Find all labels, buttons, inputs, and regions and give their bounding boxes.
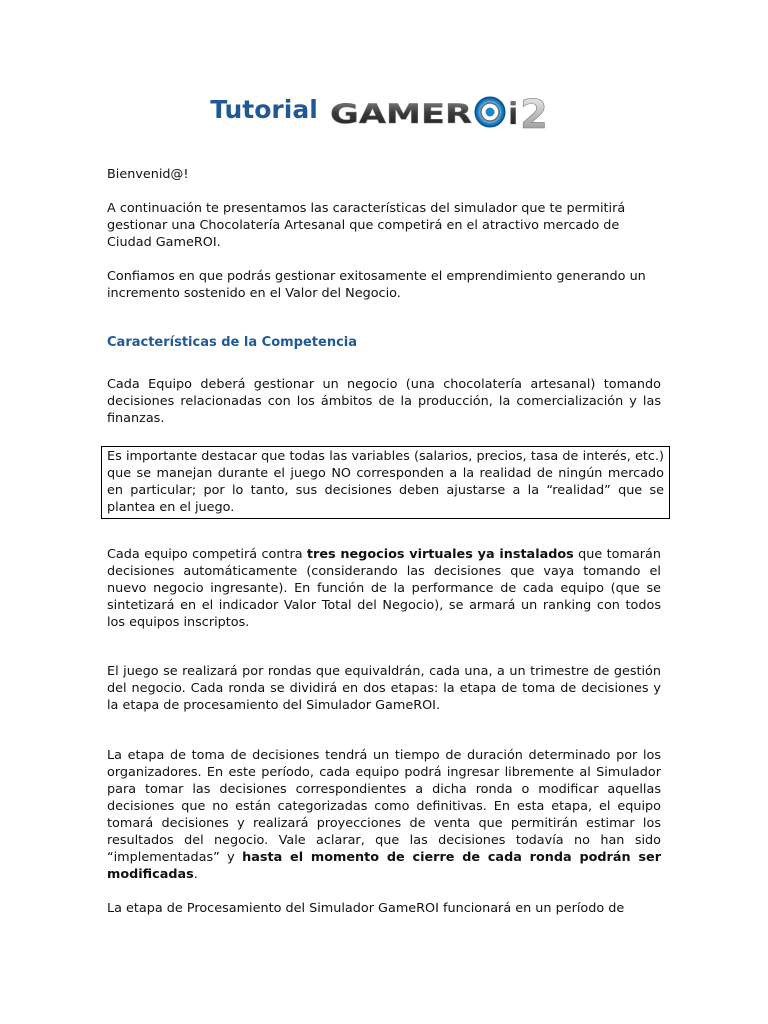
modifiable-emphasis: hasta el momento de cierre de cada ronda podrán ser modificadas: [107, 850, 662, 882]
svg-text:2: 2: [519, 92, 548, 134]
section-heading: Características de la Competencia: [107, 335, 358, 350]
important-note-text: Es importante destacar que todas las variables (salarios, precios, tasa de interés, etc.) que se manejan durante el juego NO corresponden a la realidad de ningún mercado en particular; por lo tanto, sus decisiones deben ajustarse a la “realidad” que se plantea en el juego.: [107, 449, 664, 515]
important-note-box: [101, 446, 670, 519]
greeting-text: Bienvenid@!: [107, 167, 189, 182]
svg-text:i: i: [507, 97, 519, 132]
team-paragraph: Cada Equipo deberá gestionar un negocio (una chocolatería artesanal) tomando decisiones relacionadas con los ámbitos de la producción, la comercialización y las finanzas.: [107, 377, 661, 426]
confidence-paragraph: Confiamos en que podrás gestionar exitosamente el emprendimiento generando un incremento sostenido en el Valor del Negocio.: [107, 269, 646, 301]
svg-text:GAMER: GAMER: [329, 99, 473, 130]
rounds-paragraph: El juego se realizará por rondas que equivaldrán, cada una, a un trimestre de gestión del negocio. Cada ronda se dividirá en dos etapas: la etapa de toma de decisiones y la etapa de procesamiento del Simulador GameROI.: [107, 664, 661, 713]
gameroi-logo: [330, 90, 558, 134]
document-header: [0, 84, 768, 140]
document-body: [107, 166, 664, 917]
processing-paragraph: La etapa de Procesamiento del Simulador GameROI funcionará en un período de: [107, 901, 625, 916]
intro-paragraph: A continuación te presentamos las características del simulador que te permitirá gestionar una Chocolatería Artesanal que competirá en el atractivo mercado de Ciudad GameROI.: [107, 201, 626, 250]
tutorial-title: Tutorial: [210, 94, 318, 124]
competition-paragraph: Cada equipo competirá contra tres negocios virtuales ya instalados que tomarán decisiones automáticamente (considerando las decisiones que vaya tomando el nuevo negocio ingresante). En función de la performance de cada equipo (que se sintetizará en el indicador Valor Total del Negocio), se armará un ranking con todos los equipos inscriptos.: [107, 547, 661, 630]
decision-stage-paragraph: La etapa de toma de decisiones tendrá un tiempo de duración determinado por los organizadores. En este período, cada equipo podrá ingresar libremente al Simulador para tomar las decisiones correspondientes a dicha ronda o modificar aquellas decisiones que no están categorizadas como definitivas. En esta etapa, el equipo tomará decisiones y realizará proyecciones de venta que permitirán estimar los resultados del negocio. Vale aclarar, que las decisiones todavía no han sido “implementadas” y hasta el momento de cierre de cada ronda podrán ser modificadas.: [107, 748, 662, 882]
virtual-businesses-emphasis: tres negocios virtuales ya instalados: [306, 547, 574, 562]
